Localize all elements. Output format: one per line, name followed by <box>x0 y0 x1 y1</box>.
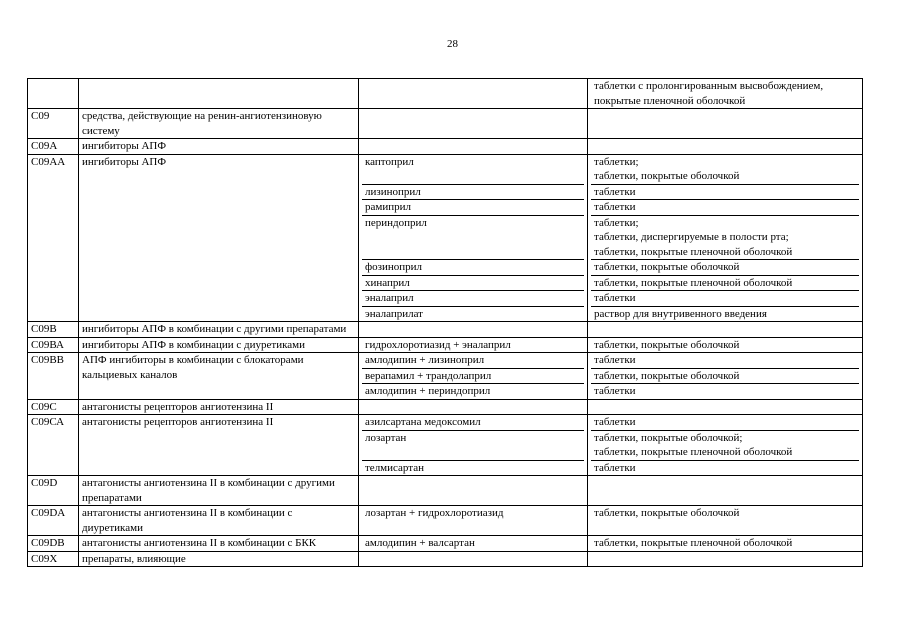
drug-name-cell <box>359 337 588 353</box>
drug-name-cell <box>359 506 588 536</box>
drug-name-cell <box>359 322 588 338</box>
dosage-form-cell <box>588 551 863 567</box>
dosage-form: таблетки с пролонгированным высвобождением, покрытые пленочной оболочкой <box>594 80 824 107</box>
drug-classification-table <box>27 78 863 567</box>
atc-code-cell: С09АА <box>28 154 79 322</box>
dosage-form: раствор для внутривенного введения <box>591 306 859 322</box>
dosage-form: таблетки <box>591 184 859 200</box>
drug-name: периндоприл <box>362 215 584 260</box>
drug-name-cell <box>359 154 588 322</box>
drug-name-cell <box>359 476 588 506</box>
drug-name: хинаприл <box>362 275 584 291</box>
atc-code-cell: С09А <box>28 139 79 155</box>
table-row <box>28 536 863 552</box>
dosage-form: таблетки <box>591 460 859 476</box>
group-name-cell: ингибиторы АПФ <box>79 154 359 322</box>
table-row <box>28 337 863 353</box>
drug-name <box>362 552 584 567</box>
drug-name: азилсартана медоксомил <box>365 416 481 428</box>
group-name-cell: антагонисты ангиотензина II в комбинации с другими препаратами <box>79 476 359 506</box>
dosage-form: таблетки <box>591 290 859 306</box>
dosage-form-cell <box>588 415 863 476</box>
group-name-cell: препараты, влияющие <box>79 551 359 567</box>
group-name-cell: антагонисты рецепторов ангиотензина II <box>79 415 359 476</box>
table-row <box>28 399 863 415</box>
atc-code-cell: С09Х <box>28 551 79 567</box>
atc-code-cell <box>28 79 79 109</box>
drug-name <box>362 322 584 337</box>
table-row <box>28 109 863 139</box>
dosage-form <box>591 476 859 491</box>
dosage-form: таблетки <box>591 383 859 399</box>
page-number: 28 <box>447 38 458 50</box>
dosage-form <box>591 139 859 154</box>
atc-code-cell: С09С <box>28 399 79 415</box>
group-name-cell: АПФ ингибиторы в комбинации с блокаторами кальциевых каналов <box>79 353 359 400</box>
dosage-form-cell <box>588 109 863 139</box>
dosage-form-cell <box>588 337 863 353</box>
drug-name: амлодипин + валсартан <box>365 537 475 549</box>
dosage-form-cell <box>588 322 863 338</box>
dosage-form: таблетки, покрытые оболочкой <box>591 259 859 275</box>
drug-name-cell <box>359 536 588 552</box>
table-row <box>28 551 863 567</box>
dosage-form-cell <box>588 476 863 506</box>
atc-code-cell: С09СА <box>28 415 79 476</box>
dosage-form: таблетки, покрытые оболочкой <box>594 507 740 519</box>
atc-code-cell: С09DВ <box>28 536 79 552</box>
dosage-form <box>591 109 859 124</box>
atc-code-cell: С09В <box>28 322 79 338</box>
dosage-form: таблетки, покрытые пленочной оболочкой <box>594 537 793 549</box>
table-row <box>28 322 863 338</box>
drug-name: фозиноприл <box>362 259 584 275</box>
atc-code-cell: С09ВА <box>28 337 79 353</box>
dosage-form: таблетки <box>594 354 636 366</box>
table-row <box>28 353 863 400</box>
atc-code-cell: С09 <box>28 109 79 139</box>
drug-name: амлодипин + периндоприл <box>362 383 584 399</box>
group-name-cell: антагонисты рецепторов ангиотензина II <box>79 399 359 415</box>
drug-name <box>362 476 584 491</box>
drug-name-cell <box>359 399 588 415</box>
drug-name: телмисартан <box>362 460 584 476</box>
atc-code-cell: С09D <box>28 476 79 506</box>
drug-name: рамиприл <box>362 199 584 215</box>
dosage-form <box>591 322 859 337</box>
drug-name <box>362 109 584 124</box>
drug-name <box>362 400 584 415</box>
table-row <box>28 506 863 536</box>
group-name-cell: ингибиторы АПФ <box>79 139 359 155</box>
dosage-form-cell <box>588 536 863 552</box>
table-row <box>28 415 863 476</box>
dosage-form-cell <box>588 399 863 415</box>
drug-name <box>362 139 584 154</box>
dosage-form-cell <box>588 506 863 536</box>
drug-name <box>362 79 584 94</box>
drug-name-cell <box>359 415 588 476</box>
atc-code-cell: С09DА <box>28 506 79 536</box>
table-row <box>28 139 863 155</box>
dosage-form: таблетки; таблетки, покрытые оболочкой <box>594 155 740 182</box>
drug-name: лозартан <box>362 430 584 460</box>
drug-name: лозартан + гидрохлоротиазид <box>365 507 504 519</box>
dosage-form: таблетки <box>594 416 636 428</box>
drug-name: гидрохлоротиазид + эналаприл <box>365 338 511 351</box>
drug-name-cell <box>359 109 588 139</box>
table-row <box>28 154 863 322</box>
drug-name: эналаприлат <box>362 306 584 322</box>
table-row <box>28 476 863 506</box>
group-name-cell: средства, действующие на ренин-ангиотензиновую систему <box>79 109 359 139</box>
drug-name: лизиноприл <box>362 184 584 200</box>
dosage-form: таблетки, покрытые пленочной оболочкой <box>591 275 859 291</box>
drug-name-cell <box>359 551 588 567</box>
drug-name: каптоприл <box>365 155 414 168</box>
dosage-form-cell <box>588 353 863 400</box>
dosage-form-cell <box>588 79 863 109</box>
group-name-cell <box>79 79 359 109</box>
drug-name-cell <box>359 353 588 400</box>
group-name-cell: ингибиторы АПФ в комбинации с диуретиками <box>79 337 359 353</box>
group-name-cell: ингибиторы АПФ в комбинации с другими препаратами <box>79 322 359 338</box>
group-name-cell: антагонисты ангиотензина II в комбинации с БКК <box>79 536 359 552</box>
table-row <box>28 79 863 109</box>
dosage-form: таблетки, покрытые оболочкой; таблетки, покрытые пленочной оболочкой <box>591 430 859 460</box>
dosage-form-cell <box>588 139 863 155</box>
dosage-form <box>591 552 859 567</box>
drug-name-cell <box>359 139 588 155</box>
atc-code-cell: С09ВВ <box>28 353 79 400</box>
dosage-form: таблетки, покрытые оболочкой <box>594 338 740 351</box>
dosage-form: таблетки, покрытые оболочкой <box>591 368 859 384</box>
dosage-form: таблетки <box>591 199 859 215</box>
drug-name-cell <box>359 79 588 109</box>
dosage-form <box>591 400 859 415</box>
dosage-form-cell <box>588 154 863 322</box>
drug-name: эналаприл <box>362 290 584 306</box>
drug-name: верапамил + трандолаприл <box>362 368 584 384</box>
group-name-cell: антагонисты ангиотензина II в комбинации с диуретиками <box>79 506 359 536</box>
drug-name: амлодипин + лизиноприл <box>365 354 485 366</box>
dosage-form: таблетки; таблетки, диспергируемые в полости рта; таблетки, покрытые пленочной оболочкой <box>591 215 859 260</box>
